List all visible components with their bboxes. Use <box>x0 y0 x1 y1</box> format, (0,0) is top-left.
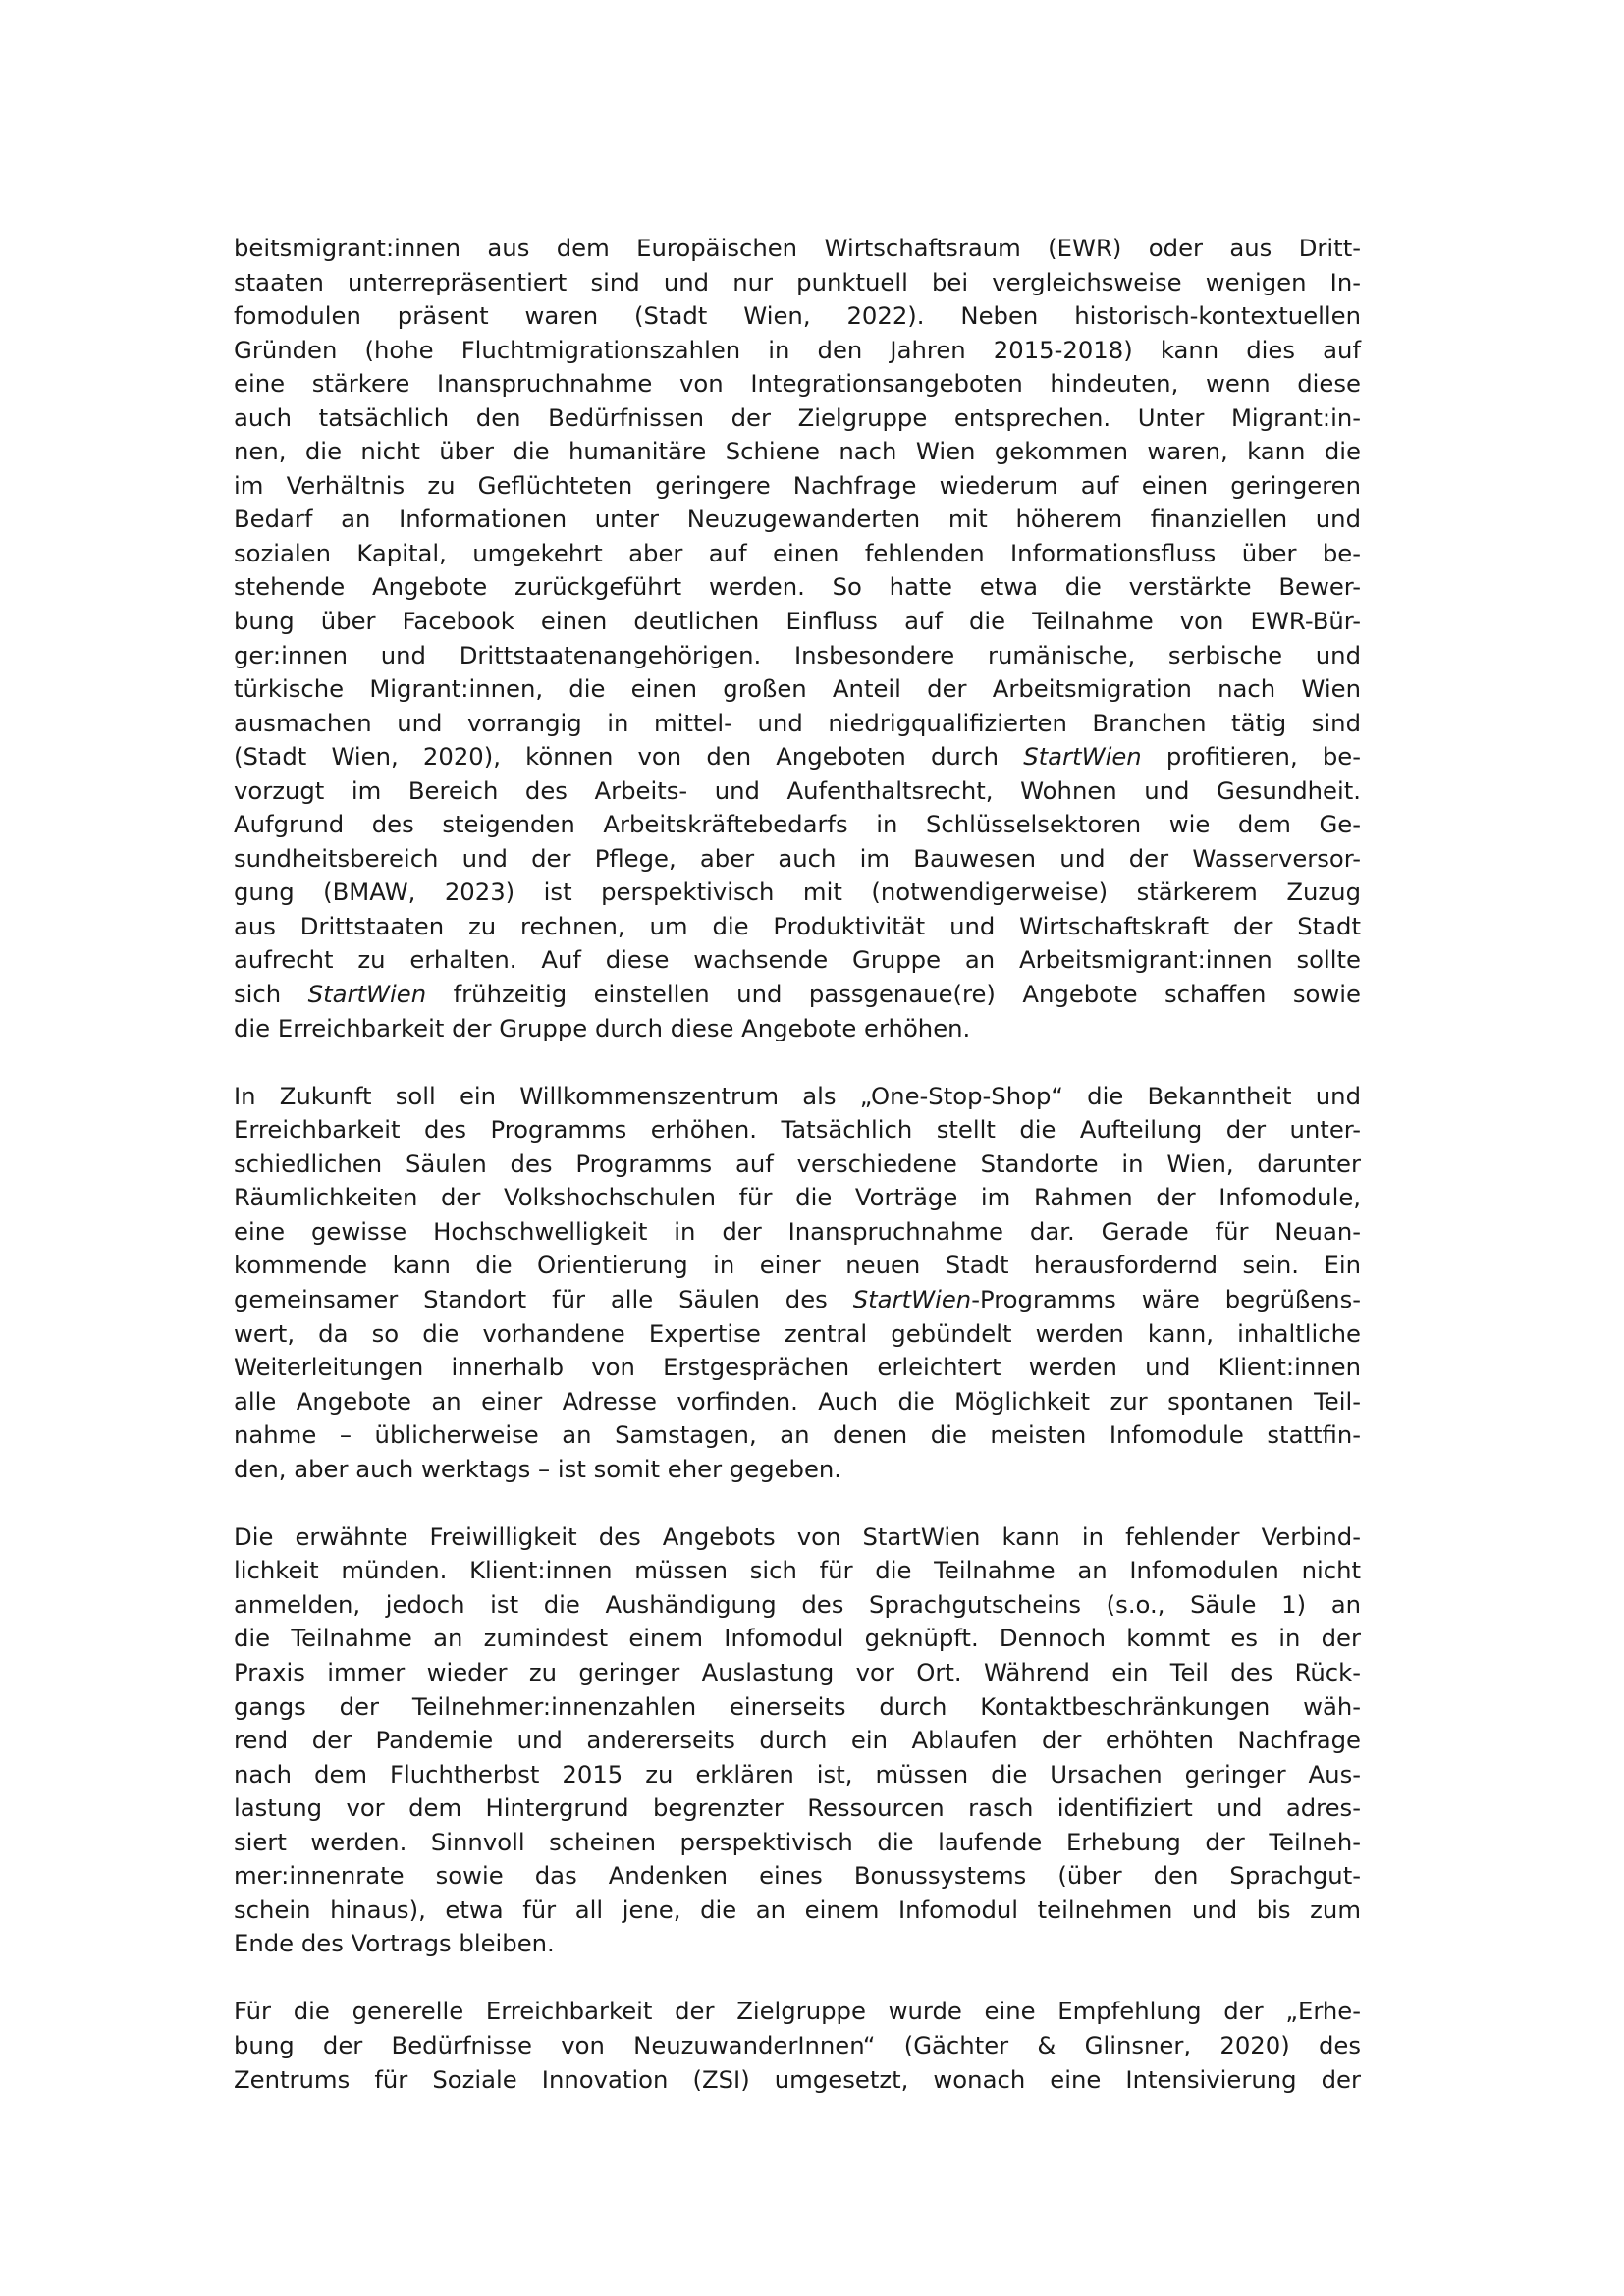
text-segment: stehende Angebote zurückgeführt werden. So hatte etwa die verstärkte Bewer- <box>234 572 1361 602</box>
text-segment: Erreichbarkeit des Programms erhöhen. Tatsächlich stellt die Aufteilung der unter- <box>234 1115 1361 1145</box>
text-line <box>234 1826 1361 1860</box>
text-segment: eine gewisse Hochschwelligkeit in der Inanspruchnahme dar. Gerade für Neuan- <box>234 1216 1361 1246</box>
text-segment: frühzeitig einstellen und passgenaue(re) Angebote schaffen sowie <box>426 980 1361 1009</box>
text-line <box>234 1724 1361 1758</box>
text-segment: schein hinaus), etwa für all jene, die an einem Infomodul teilnehmen und bis zum <box>234 1895 1361 1924</box>
text-segment: gemeinsamer Standort für alle Säulen des <box>234 1284 853 1313</box>
text-line <box>234 1995 1361 2029</box>
text-segment: nach dem Fluchtherbst 2015 zu erklären ist, müssen die Ursachen geringer Aus- <box>234 1759 1361 1789</box>
text-segment: nen, die nicht über die humanitäre Schiene nach Wien gekommen waren, kann die <box>234 437 1361 466</box>
text-line <box>234 1927 1361 1961</box>
text-line <box>234 1791 1361 1826</box>
text-line <box>234 842 1361 877</box>
text-line <box>234 1351 1361 1385</box>
text-line <box>234 537 1361 571</box>
text-line <box>234 707 1361 741</box>
text-segment: rend der Pandemie und andererseits durch ein Ablaufen der erhöhten Nachfrage <box>234 1726 1361 1755</box>
text-line <box>234 1215 1361 1250</box>
text-segment: siert werden. Sinnvoll scheinen perspektivisch die laufende Erhebung der Teilneh- <box>234 1827 1361 1856</box>
text-segment: sich <box>234 980 308 1009</box>
text-segment: sundheitsbereich und der Pflege, aber auch im Bauwesen und der Wasserversor- <box>234 843 1361 873</box>
text-segment: die Erreichbarkeit der Gruppe durch diese Angebote erhöhen. <box>234 1013 971 1042</box>
text-segment: lichkeit münden. Klient:innen müssen sich für die Teilnahme an Infomodulen nicht <box>234 1556 1361 1585</box>
text-segment: aus Drittstaaten zu rechnen, um die Produktivität und Wirtschaftskraft der Stadt <box>234 911 1361 940</box>
text-line <box>234 334 1361 368</box>
text-segment: Praxis immer wieder zu geringer Auslastung vor Ort. Während ein Teil des Rück- <box>234 1657 1361 1686</box>
text-segment: eine stärkere Inanspruchnahme von Integrationsangeboten hindeuten, wenn diese <box>234 369 1361 399</box>
text-line <box>234 1894 1361 1928</box>
text-segment: staaten unterrepräsentiert sind und nur punktuell bei vergleichsweise wenigen In- <box>234 267 1361 296</box>
text-line <box>234 1148 1361 1182</box>
text-segment: Gründen (hohe Fluchtmigrationszahlen in den Jahren 2015-2018) kann dies auf <box>234 335 1361 364</box>
text-line <box>234 978 1361 1012</box>
text-line <box>234 639 1361 673</box>
text-line <box>234 435 1361 469</box>
text-line <box>234 367 1361 401</box>
text-segment: gangs der Teilnehmer:innenzahlen einerseits durch Kontaktbeschränkungen wäh- <box>234 1691 1361 1721</box>
text-segment: mer:innenrate sowie das Andenken eines Bonussystems (über den Sprachgut- <box>234 1861 1361 1891</box>
text-segment: Zentrums für Soziale Innovation (ZSI) umgesetzt, wonach eine Intensivierung der <box>234 2064 1361 2094</box>
paragraph <box>234 232 1361 1045</box>
text-segment: Ende des Vortrags bleiben. <box>234 1929 555 1958</box>
text-segment: bung über Facebook einen deutlichen Einfluss auf die Teilnahme von EWR-Bür- <box>234 607 1361 636</box>
text-line <box>234 401 1361 436</box>
text-line <box>234 1588 1361 1623</box>
text-segment: wert, da so die vorhandene Expertise zentral gebündelt werden kann, inhaltliche <box>234 1318 1361 1348</box>
text-segment: profitieren, be- <box>1141 742 1361 772</box>
text-line <box>234 469 1361 504</box>
text-line <box>234 1113 1361 1148</box>
text-segment: bung der Bedürfnisse von NeuzuwanderInnen“ (Gächter & Glinsner, 2020) des <box>234 2030 1361 2059</box>
text-line <box>234 570 1361 605</box>
text-segment: Bedarf an Informationen unter Neuzugewanderten mit höherem finanziellen und <box>234 505 1361 534</box>
text-line <box>234 1758 1361 1792</box>
text-line <box>234 1690 1361 1725</box>
text-line <box>234 1622 1361 1656</box>
text-line <box>234 1283 1361 1317</box>
text-segment: Aufgrund des steigenden Arbeitskräftebedarfs in Schlüsselsektoren wie dem Ge- <box>234 810 1361 839</box>
text-segment: alle Angebote an einer Adresse vorfinden. Auch die Möglichkeit zur spontanen Teil- <box>234 1386 1361 1415</box>
text-segment: vorzugt im Bereich des Arbeits- und Aufenthaltsrecht, Wohnen und Gesundheit. <box>234 775 1361 805</box>
text-line <box>234 740 1361 774</box>
text-line <box>234 2063 1361 2098</box>
text-line <box>234 1317 1361 1352</box>
text-segment: schiedlichen Säulen des Programms auf verschiedene Standorte in Wien, darunter <box>234 1148 1361 1178</box>
text-line <box>234 1521 1361 1555</box>
text-line <box>234 232 1361 266</box>
text-line <box>234 1554 1361 1588</box>
text-segment: den, aber auch werktags – ist somit eher gegeben. <box>234 1454 842 1483</box>
paragraph <box>234 1521 1361 1961</box>
text-segment: ger:innen und Drittstaatenangehörigen. Insbesondere rumänische, serbische und <box>234 640 1361 669</box>
text-line <box>234 1181 1361 1215</box>
text-segment: die Teilnahme an zumindest einem Infomodul geknüpft. Dennoch kommt es in der <box>234 1624 1361 1653</box>
text-segment: Die erwähnte Freiwilligkeit des Angebots von StartWien kann in fehlender Verbind- <box>234 1522 1361 1551</box>
text-segment: beitsmigrant:innen aus dem Europäischen Wirtschaftsraum (EWR) oder aus Dritt- <box>234 234 1361 262</box>
text-segment: kommende kann die Orientierung in einer neuen Stadt herausfordernd sein. Ein <box>234 1251 1361 1280</box>
text-line <box>234 910 1361 944</box>
text-segment: türkische Migrant:innen, die einen großen Anteil der Arbeitsmigration nach Wien <box>234 674 1361 704</box>
body-text <box>234 232 1361 2131</box>
text-line <box>234 1249 1361 1283</box>
text-segment: (Stadt Wien, 2020), können von den Angeboten durch <box>234 742 1024 772</box>
text-segment: sozialen Kapital, umgekehrt aber auf einen fehlenden Informationsfluss über be- <box>234 538 1361 567</box>
text-line <box>234 266 1361 300</box>
text-segment: Räumlichkeiten der Volkshochschulen für die Vorträge im Rahmen der Infomodule, <box>234 1183 1361 1212</box>
text-line <box>234 1418 1361 1453</box>
text-segment: im Verhältnis zu Geflüchteten geringere Nachfrage wiederum auf einen geringeren <box>234 470 1361 500</box>
text-line <box>234 299 1361 334</box>
text-line <box>234 2029 1361 2063</box>
text-segment: Für die generelle Erreichbarkeit der Zielgruppe wurde eine Empfehlung der „Erhe- <box>234 1997 1361 2026</box>
text-line <box>234 876 1361 910</box>
paragraph <box>234 1995 1361 2097</box>
text-line <box>234 1012 1361 1046</box>
text-segment: gung (BMAW, 2023) ist perspektivisch mit (notwendigerweise) stärkerem Zuzug <box>234 878 1361 907</box>
text-segment: -Programms wäre begrüßens- <box>971 1284 1361 1313</box>
text-line <box>234 1453 1361 1487</box>
text-line <box>234 1859 1361 1894</box>
text-segment: aufrecht zu erhalten. Auf diese wachsende Gruppe an Arbeitsmigrant:innen sollte <box>234 945 1361 975</box>
text-segment: lastung vor dem Hintergrund begrenzter Ressourcen rasch identifiziert und adres- <box>234 1793 1361 1823</box>
text-line <box>234 774 1361 809</box>
text-segment: auch tatsächlich den Bedürfnissen der Zielgruppe entsprechen. Unter Migrant:in- <box>234 402 1361 432</box>
italic-text: StartWien <box>307 980 427 1009</box>
italic-text: StartWien <box>852 1284 972 1313</box>
text-segment: anmelden, jedoch ist die Aushändigung des Sprachgutscheins (s.o., Säule 1) an <box>234 1589 1361 1619</box>
text-line <box>234 808 1361 842</box>
text-segment: ausmachen und vorrangig in mittel- und niedrigqualifizierten Branchen tätig sind <box>234 708 1361 737</box>
paragraph <box>234 1080 1361 1487</box>
text-line <box>234 672 1361 707</box>
text-segment: nahme – üblicherweise an Samstagen, an denen die meisten Infomodule stattfin- <box>234 1420 1361 1450</box>
text-line <box>234 503 1361 537</box>
text-segment: fomodulen präsent waren (Stadt Wien, 2022). Neben historisch-kontextuellen <box>234 301 1361 331</box>
text-line <box>234 943 1361 978</box>
text-segment: Weiterleitungen innerhalb von Erstgesprächen erleichtert werden und Klient:innen <box>234 1353 1361 1382</box>
text-line <box>234 605 1361 639</box>
text-line <box>234 1080 1361 1114</box>
text-segment: In Zukunft soll ein Willkommenszentrum als „One-Stop-Shop“ die Bekanntheit und <box>234 1081 1361 1110</box>
text-line <box>234 1385 1361 1419</box>
text-line <box>234 1656 1361 1690</box>
italic-text: StartWien <box>1023 742 1142 772</box>
